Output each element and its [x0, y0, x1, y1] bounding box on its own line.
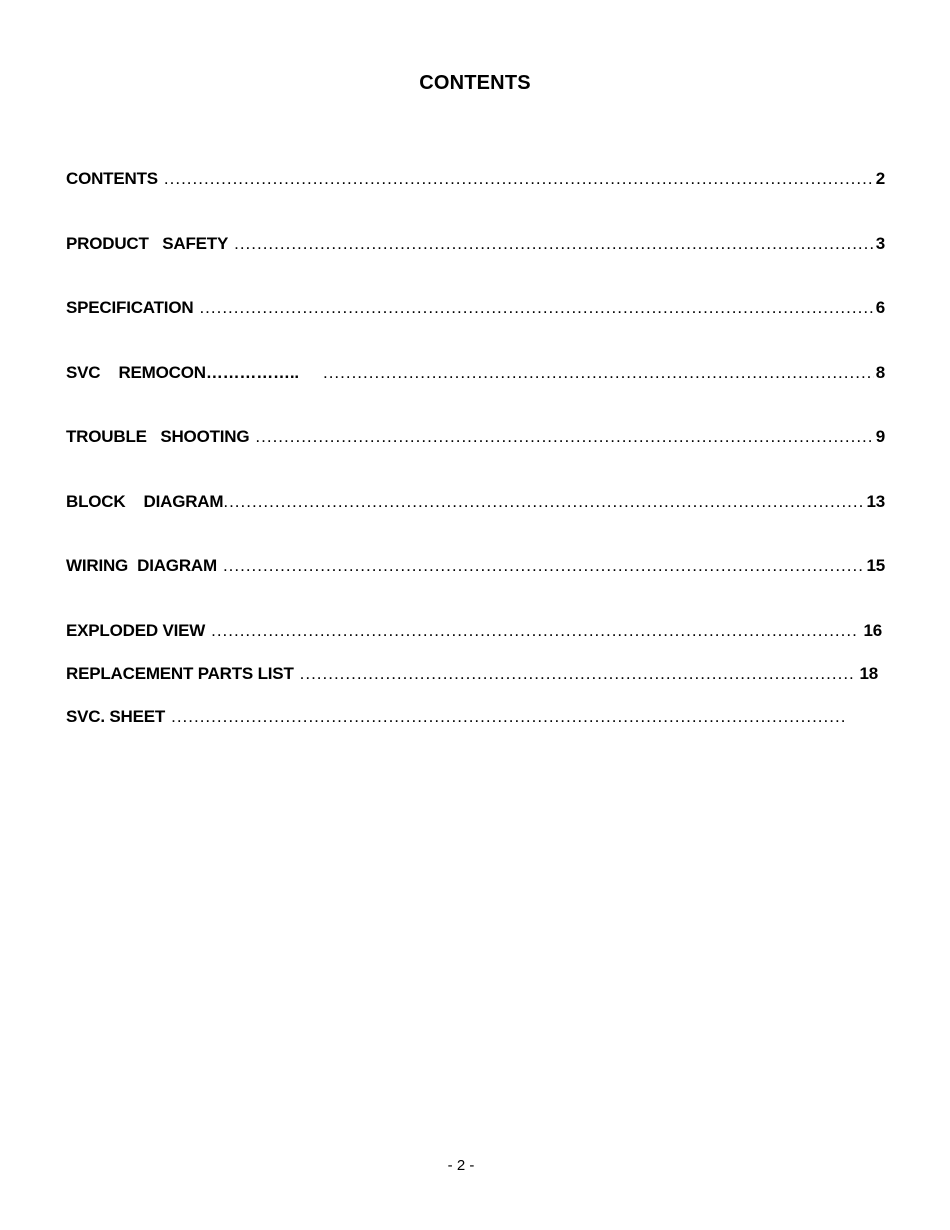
- toc-entry-label: WIRING DIAGRAM: [66, 556, 217, 575]
- toc-entry-page: 2: [875, 169, 885, 188]
- toc-entry-exploded-view[interactable]: [66, 621, 882, 643]
- toc-entry-label: PRODUCT SAFETY: [66, 234, 229, 253]
- toc-entry-contents[interactable]: [66, 169, 885, 191]
- toc-entry-label: REPLACEMENT PARTS LIST: [66, 664, 294, 683]
- toc-entry-label: SPECIFICATION: [66, 298, 194, 317]
- toc-entry-page: 13: [866, 492, 885, 511]
- toc-entry-label: SVC REMOCON……………..: [66, 363, 317, 382]
- page-title: CONTENTS: [419, 72, 531, 94]
- toc-entry-page: 9: [875, 427, 885, 446]
- toc-entry-specification[interactable]: [66, 298, 885, 320]
- toc-entry-svc-sheet[interactable]: [66, 707, 848, 729]
- toc-entry-product-safety[interactable]: [66, 234, 885, 256]
- toc-entry-label: TROUBLE SHOOTING: [66, 427, 250, 446]
- toc-leader-dots: [300, 664, 854, 684]
- toc-entry-page: 16: [863, 621, 882, 640]
- toc-leader-dots: [223, 492, 864, 512]
- toc-entry-replacement-parts-list[interactable]: [66, 664, 878, 686]
- toc-entry-block-diagram[interactable]: [66, 492, 885, 514]
- toc-entry-label: CONTENTS: [66, 169, 158, 188]
- toc-entry-label: SVC. SHEET: [66, 707, 166, 726]
- toc-entry-label: BLOCK DIAGRAM: [66, 492, 224, 511]
- toc-entry-page: 6: [875, 298, 885, 317]
- toc-leader-dots: [199, 298, 873, 318]
- toc-leader-dots: [211, 621, 857, 641]
- toc-entry-page: 15: [866, 556, 885, 575]
- toc-entry-page: 3: [875, 234, 885, 253]
- page-number: - 2 -: [447, 1157, 475, 1174]
- toc-entry-page: 8: [875, 363, 885, 382]
- toc-leader-dots: [164, 169, 874, 189]
- toc-entry-page: 18: [859, 664, 878, 683]
- toc-leader-dots: [255, 427, 873, 447]
- toc-leader-dots: [223, 556, 865, 576]
- toc-entry-svc-remocon[interactable]: [66, 363, 885, 385]
- toc-entry-label: EXPLODED VIEW: [66, 621, 206, 640]
- toc-leader-dots: [234, 234, 874, 254]
- toc-leader-dots: [171, 707, 846, 727]
- toc-leader-dots: [323, 363, 874, 383]
- toc-entry-wiring-diagram[interactable]: [66, 556, 885, 578]
- toc-entry-trouble-shooting[interactable]: [66, 427, 885, 449]
